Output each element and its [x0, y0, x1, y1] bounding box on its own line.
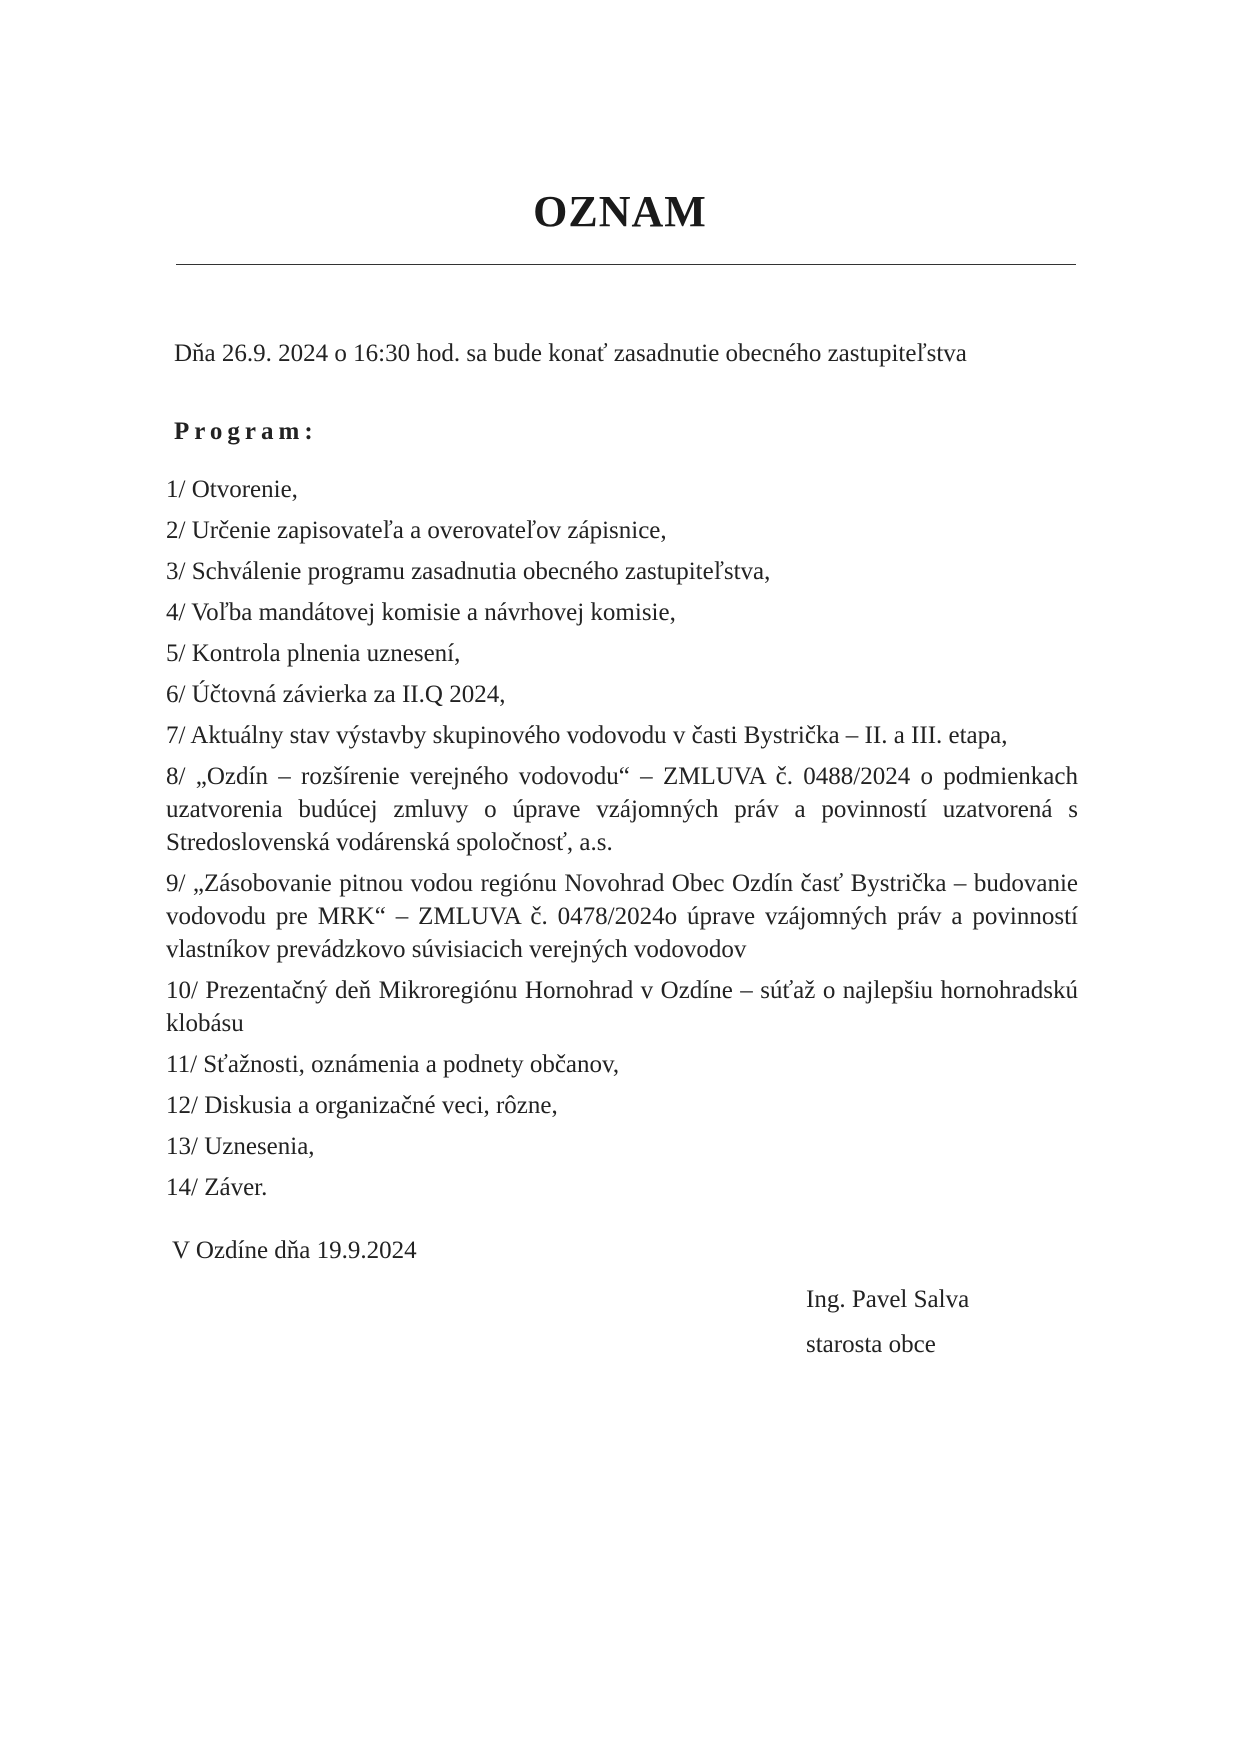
signatory-title: starosta obce [806, 1331, 936, 1358]
program-item: 3/ Schválenie programu zasadnutia obecného zastupiteľstva, [166, 558, 771, 585]
program-item: 9/ „Zásobovanie pitnou vodou regiónu Novohrad Obec Ozdín časť Bystrička – budovanie vodovodu pre MRK“ – ZMLUVA č. 0478/2024o úprave vzájomných práv a povinností vlastníkov prevádzkovo súvisiacich verejných vodovodov [166, 870, 1078, 963]
program-item: 6/ Účtovná závierka za II.Q 2024, [166, 681, 506, 708]
program-list [166, 473, 1078, 1212]
program-item: 7/ Aktuálny stav výstavby skupinového vodovodu v časti Bystrička – II. a III. etapa, [166, 722, 1008, 749]
program-item: 10/ Prezentačný deň Mikroregiónu Hornohrad v Ozdíne – súťaž o najlepšiu hornohradskú klobásu [166, 977, 1078, 1037]
place-and-date: V Ozdíne dňa 19.9.2024 [172, 1237, 417, 1264]
program-item: 11/ Sťažnosti, oznámenia a podnety občanov, [166, 1051, 620, 1078]
title-underline [176, 264, 1076, 265]
meeting-announcement: Dňa 26.9. 2024 o 16:30 hod. sa bude konať zasadnutie obecného zastupiteľstva [174, 340, 967, 367]
program-item: 1/ Otvorenie, [166, 476, 298, 503]
program-item: 5/ Kontrola plnenia uznesení, [166, 640, 461, 667]
signature-block [806, 1277, 969, 1367]
program-item: 8/ „Ozdín – rozšírenie verejného vodovodu“ – ZMLUVA č. 0488/2024 o podmienkach uzatvorenia budúcej zmluvy o úprave vzájomných práv a povinností uzatvorená s Stredoslovenská vodárenská spoločnosť, a.s. [166, 763, 1078, 856]
document-title: OZNAM [533, 187, 707, 236]
program-item: 12/ Diskusia a organizačné veci, rôzne, [166, 1092, 558, 1119]
program-item: 13/ Uznesenia, [166, 1133, 315, 1160]
program-heading: Program: [174, 418, 318, 445]
program-item: 14/ Záver. [166, 1174, 268, 1201]
program-item: 4/ Voľba mandátovej komisie a návrhovej komisie, [166, 599, 676, 626]
signatory-name: Ing. Pavel Salva [806, 1286, 970, 1313]
program-item: 2/ Určenie zapisovateľa a overovateľov zápisnice, [166, 517, 667, 544]
